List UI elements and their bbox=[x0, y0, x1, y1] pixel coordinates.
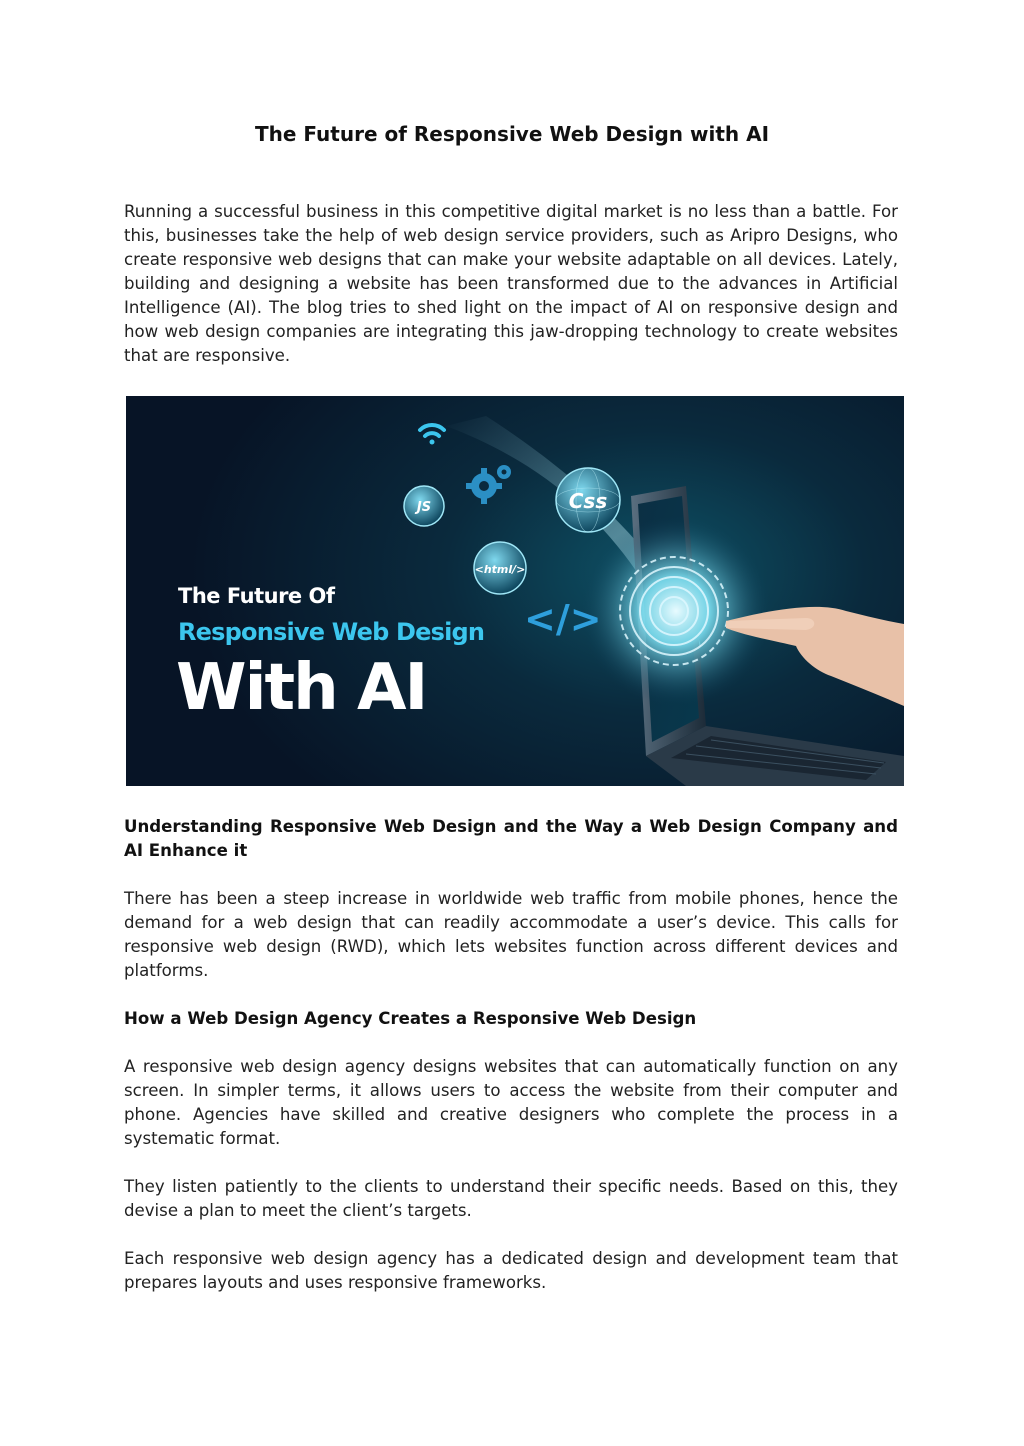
page-title: The Future of Responsive Web Design with AI bbox=[254, 122, 770, 146]
code-symbol-icon: </> bbox=[524, 597, 602, 641]
wifi-icon bbox=[420, 425, 444, 444]
section1-heading: Understanding Responsive Web Design and the Way a Web Design Company and AI Enhance it bbox=[124, 817, 898, 860]
gear-icon bbox=[466, 465, 511, 504]
section2-paragraph-3: Each responsive web design agency has a dedicated design and development team that prepares layouts and uses responsive frameworks. bbox=[124, 1249, 898, 1292]
js-bubble-label: JS bbox=[416, 500, 432, 515]
banner-line-3: With AI bbox=[176, 651, 427, 725]
section1-paragraph: There has been a steep increase in worldwide web traffic from mobile phones, hence the demand for a web design that can readily accommodate a user’s device. This calls for responsive web design (RWD), which lets websites function across different devices and platforms. bbox=[124, 889, 898, 980]
html-bubble-icon bbox=[474, 542, 526, 594]
css-bubble-icon bbox=[556, 468, 620, 532]
banner-line-2: Responsive Web Design bbox=[178, 618, 485, 646]
section2-paragraph-1: A responsive web design agency designs websites that can automatically function on any screen. In simpler terms, it allows users to access the website from their computer and phone. Agencies have skilled and creative designers who complete the process in a systematic format. bbox=[124, 1057, 898, 1148]
css-bubble-label: Css bbox=[568, 489, 608, 513]
hero-banner-image bbox=[126, 396, 904, 786]
intro-paragraph: Running a successful business in this competitive digital market is no less than a battle. For this, businesses take the help of web design service providers, such as Aripro Designs, who create responsive web designs that can make your website adaptable on all devices. Lately, building and designing a website has been transformed due to the advances in Artificial Intelligence (AI). The blog tries to shed light on the impact of AI on responsive design and how web design companies are integrating this jaw-dropping technology to create websites that are responsive. bbox=[124, 202, 898, 365]
section2-heading: How a Web Design Agency Creates a Responsive Web Design bbox=[124, 1009, 697, 1028]
html-bubble-label: <html/> bbox=[474, 563, 526, 576]
js-bubble-icon bbox=[404, 486, 444, 526]
section2-paragraph-2: They listen patiently to the clients to understand their specific needs. Based on this, they devise a plan to meet the client’s targets. bbox=[124, 1177, 898, 1220]
banner-line-1: The Future Of bbox=[178, 584, 335, 608]
